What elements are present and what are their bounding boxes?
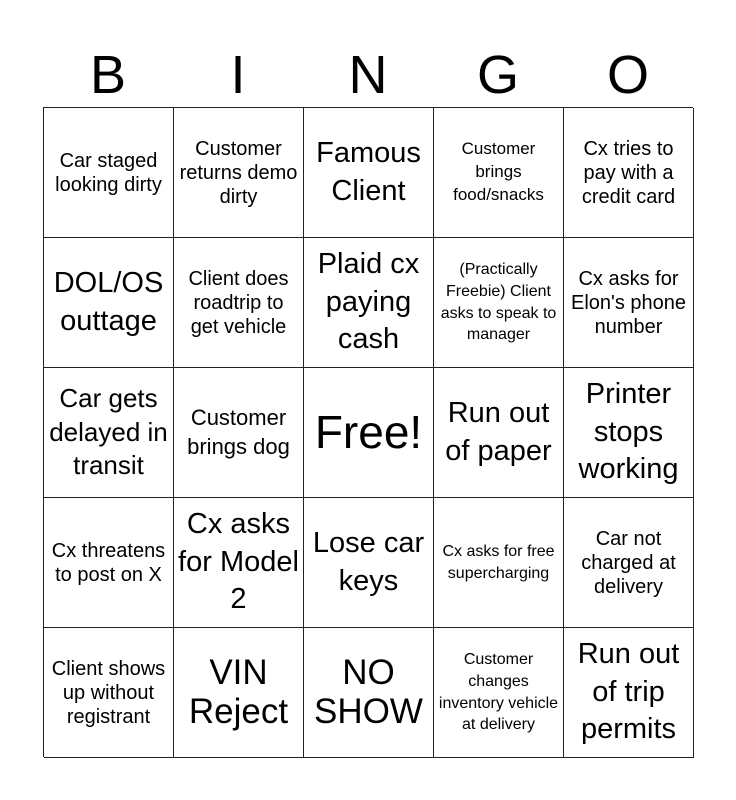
cell-text: Client does roadtrip to get vehicle <box>188 267 289 338</box>
bingo-cell[interactable] <box>174 238 304 368</box>
header-letter-o: O <box>606 45 649 105</box>
cell-text: Customer changes inventory vehicle at delivery <box>438 651 559 734</box>
cell-text: (Practically Freebie) Client asks to speak to manager <box>440 261 557 344</box>
cell-text: Cx threatens to post on X <box>51 539 166 586</box>
bingo-cell[interactable] <box>304 498 434 628</box>
header-letter-n: N <box>348 45 388 105</box>
bingo-cell[interactable] <box>434 108 564 238</box>
cell-text: Run out of trip permits <box>577 637 680 746</box>
cell-text: VIN Reject <box>188 653 289 731</box>
bingo-cell[interactable] <box>434 498 564 628</box>
header-letter-i: I <box>230 45 246 105</box>
cell-text: Lose car keys <box>312 526 425 597</box>
bingo-header <box>43 44 693 106</box>
cell-text: Car gets delayed in transit <box>49 382 168 481</box>
bingo-cell[interactable] <box>44 238 174 368</box>
cell-text: Cx tries to pay with a credit card <box>581 137 676 208</box>
header-letter-g: G <box>476 45 519 105</box>
cell-text: NO SHOW <box>314 653 423 731</box>
free-space-label: Free! <box>314 406 423 459</box>
cell-text: Cx asks for Elon's phone number <box>570 267 687 338</box>
bingo-cell[interactable] <box>304 628 434 758</box>
bingo-cell[interactable] <box>434 368 564 498</box>
bingo-cell[interactable] <box>564 238 694 368</box>
bingo-cell[interactable] <box>44 498 174 628</box>
bingo-board <box>43 107 693 757</box>
cell-text: Plaid cx paying cash <box>317 247 420 356</box>
bingo-cell[interactable] <box>174 368 304 498</box>
cell-text: Customer brings food/snacks <box>453 139 544 204</box>
bingo-cell[interactable] <box>304 238 434 368</box>
cell-text: Famous Client <box>316 136 421 207</box>
bingo-cell[interactable] <box>174 628 304 758</box>
bingo-cell[interactable] <box>564 368 694 498</box>
cell-text: Client shows up without registrant <box>51 657 166 728</box>
cell-text: Customer returns demo dirty <box>179 137 298 208</box>
header-letter-b: B <box>89 45 127 105</box>
cell-text: Cx asks for Model 2 <box>178 507 299 616</box>
cell-text: Customer brings dog <box>187 404 290 459</box>
bingo-cell[interactable] <box>434 238 564 368</box>
cell-text: Car not charged at delivery <box>581 527 676 598</box>
bingo-cell[interactable] <box>564 108 694 238</box>
cell-text: Car staged looking dirty <box>55 149 162 196</box>
bingo-cell[interactable] <box>564 628 694 758</box>
bingo-cell[interactable] <box>44 628 174 758</box>
bingo-cell[interactable] <box>44 368 174 498</box>
cell-text: Printer stops working <box>578 377 679 486</box>
bingo-cell[interactable] <box>174 498 304 628</box>
bingo-cell[interactable] <box>434 628 564 758</box>
cell-text: Run out of paper <box>445 396 552 467</box>
free-space-cell[interactable] <box>304 368 434 498</box>
cell-text: DOL/OS outtage <box>53 266 164 337</box>
bingo-cell[interactable] <box>564 498 694 628</box>
bingo-cell[interactable] <box>304 108 434 238</box>
cell-text: Cx asks for free supercharging <box>442 542 555 582</box>
bingo-cell[interactable] <box>44 108 174 238</box>
bingo-cell[interactable] <box>174 108 304 238</box>
